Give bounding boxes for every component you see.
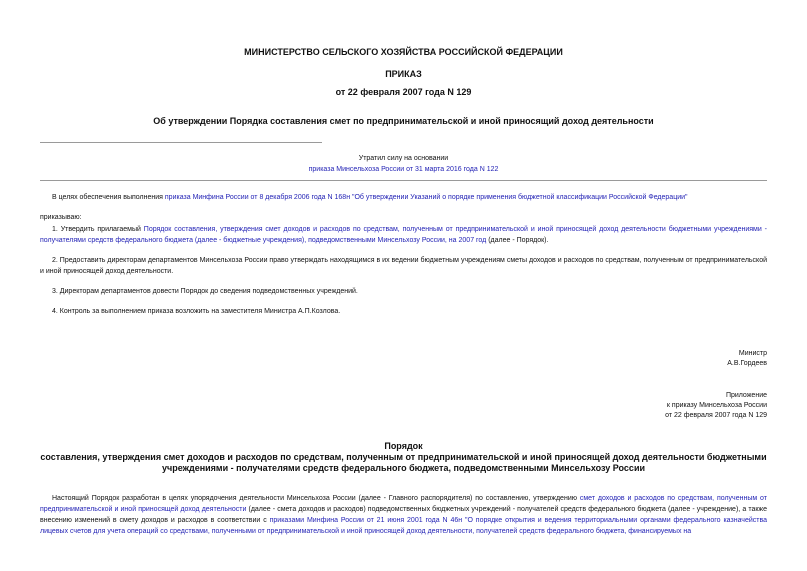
appendix-reference <box>665 391 767 421</box>
appendix-body <box>40 493 767 537</box>
appendix-ref-line2: к приказу Минсельхоза России <box>666 402 767 409</box>
doc-title: Об утверждении Порядка составления смет по предпринимательской и иной приносящий доход деятельности <box>153 116 654 126</box>
item-1-suffix: (далее - Порядок). <box>486 237 549 244</box>
doc-date-number: от 22 февраля 2007 года N 129 <box>335 87 472 97</box>
appendix-title: Порядок <box>384 441 423 451</box>
item-1 <box>40 224 767 246</box>
appendix-body-link-1[interactable]: смет доходов и расходов по средствам, полученным от предпринимательской и иной приносящей доход деятельности <box>40 495 767 513</box>
appendix-body-link-2[interactable]: приказами Минфина России от 21 июня 2001 года N 46н "О порядке открытия и ведения территориальными органами федерального казначейства лицевых счетов для учета операций со средствами, полученными от предпринимательской и иной приносящей доход деятельности, получателей средств федерального бюджета, финансируемых на <box>40 517 767 535</box>
ministry-name: МИНИСТЕРСТВО СЕЛЬСКОГО ХОЗЯЙСТВА РОССИЙСКОЙ ФЕДЕРАЦИИ <box>244 47 563 57</box>
signature-name: А.В.Гордеев <box>727 360 767 367</box>
preamble <box>40 192 767 203</box>
status-bottom-rule <box>40 180 767 181</box>
appendix-subtitle: составления, утверждения смет доходов и расходов по средствам, полученным от предпринимательской и иной приносящей доход деятельности бюджетными учреждениями - получателями средств федерального бюджета, подведомственными Минсельхозу России <box>40 452 767 473</box>
item-2: 2. Предоставить директорам департаментов Минсельхоза России право утверждать находящимся в их ведении бюджетным учреждениям сметы доходов и расходов по средствам, полученным от предпринимательской и иной приносящей доход деятельности. <box>40 257 767 275</box>
order-word: приказываю: <box>40 214 82 221</box>
appendix-body-mid: (далее - смета доходов и расходов) подведомственных бюджетных учреждений - получателей средств федерального бюджета (далее - учреждение), а также внесению изменений в смету доходов и расходов в соответствии с <box>40 506 767 524</box>
preamble-link[interactable]: приказа Минфина России от 8 декабря 2006 года N 168н "Об утверждении Указаний о порядке применения бюджетной классификации Российской Федерации" <box>164 194 688 201</box>
signature-position: Министр <box>738 350 767 357</box>
item-1-link[interactable]: Порядок составления, утверждения смет доходов и расходов по средствам, полученным от предпринимательской и иной приносящей доход деятельности бюджетными учреждениями - получателями средств федерального бюджета (далее - бюджетные учреждения), подведомственными Минсельхозу России, на 2007 год <box>40 226 767 244</box>
status-repeal-link[interactable]: приказа Минсельхоза России от 31 марта 2016 года N 122 <box>308 166 499 173</box>
appendix-ref-line3: от 22 февраля 2007 года N 129 <box>665 412 767 419</box>
signature-block <box>727 349 767 369</box>
item-3: 3. Директорам департаментов довести Порядок до сведения подведомственных учреждений. <box>52 288 358 295</box>
status-line: Утратил силу на основании <box>358 155 449 162</box>
item-1-prefix: 1. Утвердить прилагаемый <box>52 226 144 233</box>
item-4: 4. Контроль за выполнением приказа возложить на заместителя Министра А.П.Козлова. <box>52 308 341 315</box>
status-top-rule <box>40 142 322 143</box>
appendix-body-prefix: Настоящий Порядок разработан в целях упорядочения деятельности Минсельхоза России (далее - Главного распорядителя) по составлению, утверждению <box>52 495 580 502</box>
appendix-ref-line1: Приложение <box>725 392 767 399</box>
doc-type: ПРИКАЗ <box>385 69 422 79</box>
preamble-prefix: В целях обеспечения выполнения <box>52 194 165 201</box>
